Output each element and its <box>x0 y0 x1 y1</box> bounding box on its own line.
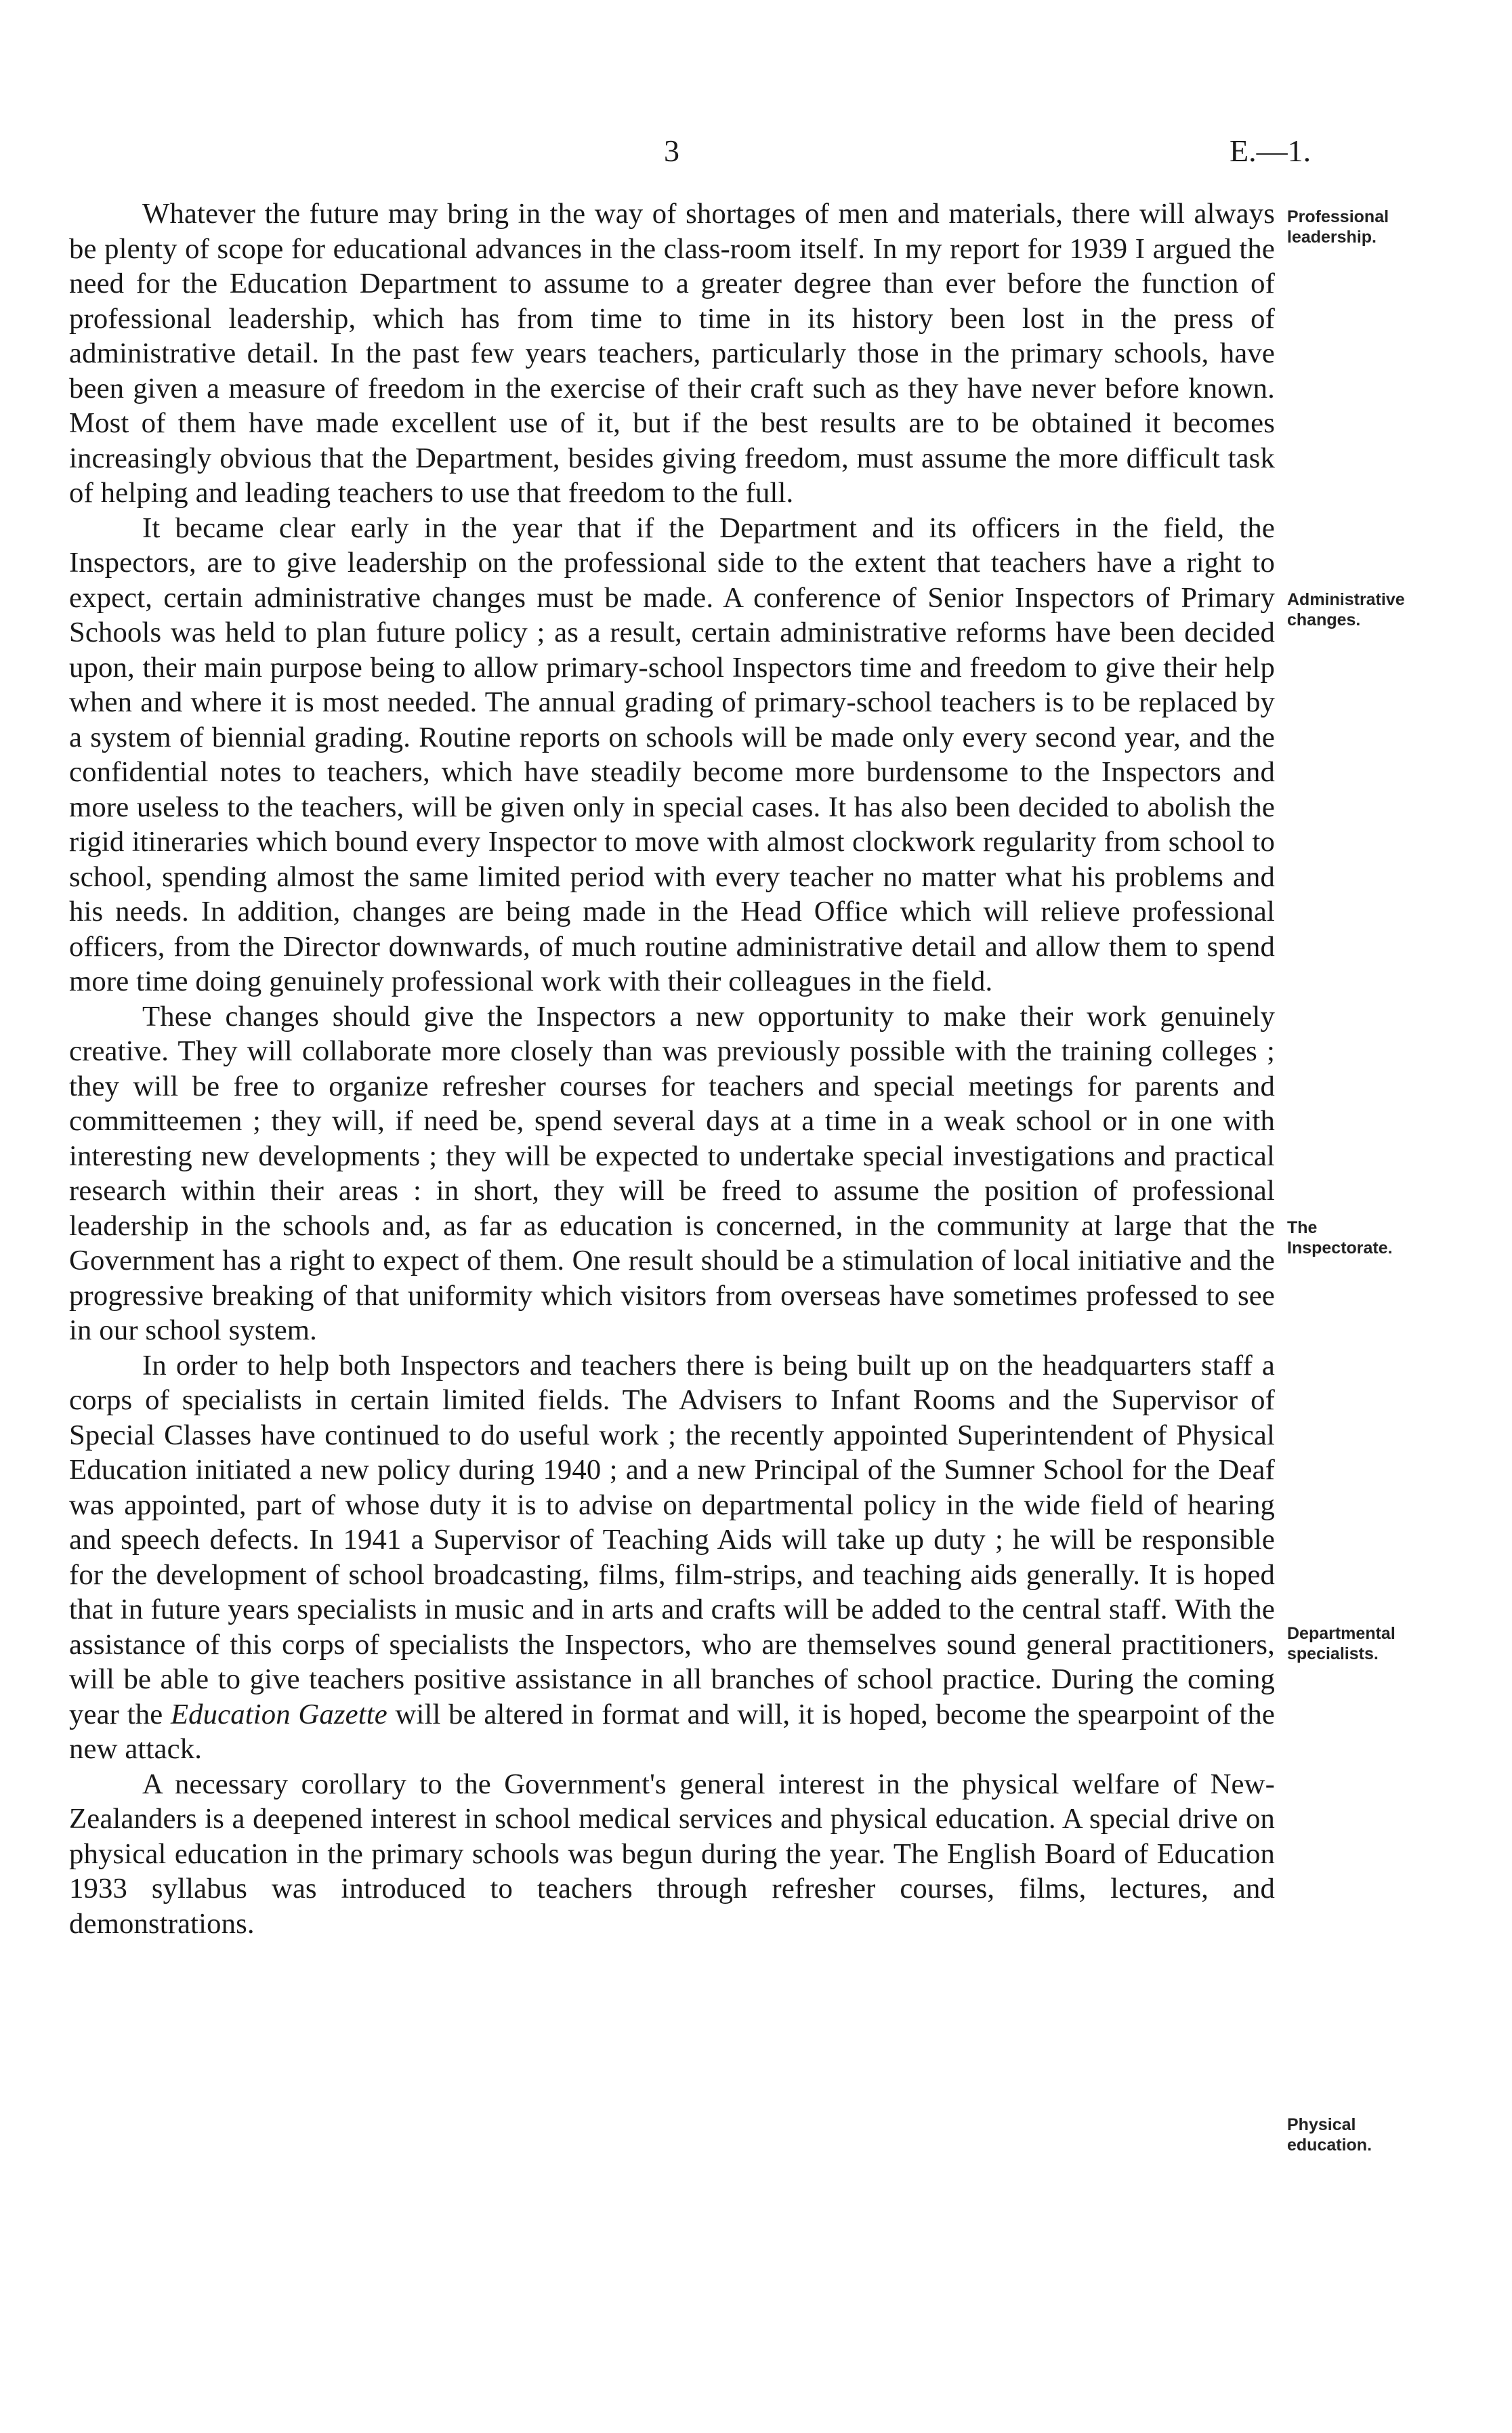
education-gazette-title: Education Gazette <box>170 1698 387 1730</box>
report-code: E.—1. <box>1230 133 1311 168</box>
body-text <box>69 196 1275 1941</box>
paragraph-administrative-changes: It became clear early in the year that if the Department and its officers in the field, the Inspectors, are to give leadership on the professional side to the extent that teachers have a right to expect, certain administrative changes must be made. A conference of Senior Inspectors of Primary Schools was held to plan future policy ; as a result, certain administrative reforms have been decided upon, their main purpose being to allow primary-school Inspectors time and freedom to give their help when and where it is most needed. The annual grading of primary-school teachers is to be replaced by a system of biennial grading. Routine reports on schools will be made only every second year, and the confidential notes to teachers, which have steadily become more burdensome to the Inspectors and more useless to the teachers, will be given only in special cases. It has also been decided to abolish the rigid itineraries which bound every Inspector to move with almost clockwork regularity from school to school, spending almost the same limited period with every teacher no matter what his problems and his needs. In addition, changes are being made in the Head Office which will relieve professional officers, from the Director downwards, of much routine administrative detail and allow them to spend more time doing genuinely professional work with their colleagues in the field. <box>69 512 1275 997</box>
paragraph-departmental-specialists <box>69 1348 1275 1767</box>
margin-note-administrative-changes: Administrative changes. <box>1287 590 1405 629</box>
paragraph-professional-leadership: Whatever the future may bring in the way of shortages of men and materials, there will always be plenty of scope for educational advances in the class-room itself. In my report for 1939 I argued the need for the Education Department to assume to a greater degree than ever before the function of professional leadership, which has from time to time in its history been lost in the press of administrative detail. In the past few years teachers, particularly those in the primary schools, have been given a measure of freedom in the exercise of their craft such as they have never before known. Most of them have made excellent use of it, but if the best results are to be obtained it becomes increasingly obvious that the Department, besides giving freedom, must assume the more difficult task of helping and leading teachers to use that freedom to the full. <box>69 198 1275 509</box>
margin-note-departmental-specialists: Departmental specialists. <box>1287 1624 1395 1663</box>
margin-note-the-inspectorate: The Inspectorate. <box>1287 1218 1393 1257</box>
paragraph-physical-education: A necessary corollary to the Government's general interest in the physical welfare of New-Zealanders is a deepened interest in school medical services and physical education. A special drive on physical education in the primary schools was begun during the year. The English Board of Education 1933 syllabus was introduced to teachers through refresher courses, films, lectures, and demonstrations. <box>69 1768 1275 1940</box>
paragraph-text-part-b: will be altered in format and will, it is hoped, become the spearpoint of the new attack. <box>69 1698 1275 1765</box>
page-number: 3 <box>664 133 679 168</box>
paragraph-text-part-a: In order to help both Inspectors and teachers there is being built up on the headquarters staff a corps of specialists in certain limited fields. The Advisers to Infant Rooms and the Supervisor of Special Classes have continued to do useful work ; the recently appointed Superintendent of Physical Education initiated a new policy during 1940 ; and a new Principal of the Sumner School for the Deaf was appointed, part of whose duty it is to advise on departmental policy in the wide field of hearing and speech defects. In 1941 a Supervisor of Teaching Aids will take up duty ; he will be responsible for the development of school broadcasting, films, film-strips, and teaching aids generally. It is hoped that in future years specialists in music and in arts and crafts will be added to the central staff. With the assistance of this corps of specialists the Inspectors, who are themselves sound general practitioners, will be able to give teachers positive assistance in all branches of school practice. During the coming year the <box>69 1349 1275 1730</box>
paragraph-the-inspectorate: These changes should give the Inspectors a new opportunity to make their work genuinely creative. They will collaborate more closely than was previously possible with the training colleges ; they will be free to organize refresher courses for teachers and special meetings for parents and committeemen ; they will, if need be, spend several days at a time in a weak school or in one with interesting new developments ; they will be expected to undertake special investigations and practical research within their areas : in short, they will be freed to assume the position of professional leadership in the schools and, as far as education is concerned, in the community at large that the Government has a right to expect of them. One result should be a stimulation of local initiative and the progressive breaking of that uniformity which visitors from overseas have sometimes professed to see in our school system. <box>69 1000 1275 1346</box>
margin-note-professional-leadership: Professional leadership. <box>1287 207 1389 247</box>
margin-note-physical-education: Physical education. <box>1287 2115 1372 2155</box>
